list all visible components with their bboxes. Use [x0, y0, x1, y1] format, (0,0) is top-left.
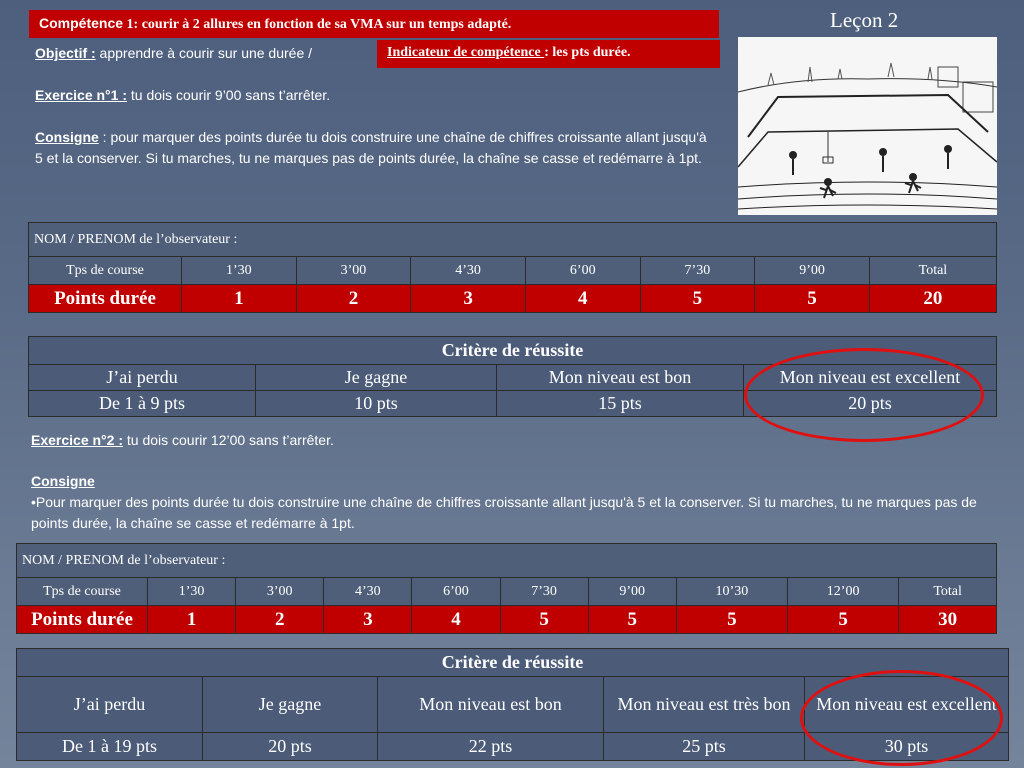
time-cell: 10’30 [676, 578, 787, 606]
criteria-score: 20 pts [744, 391, 997, 417]
points-label-2: Points durée [17, 606, 148, 634]
observation-table-2 [16, 543, 997, 634]
criteria-score: 30 pts [805, 733, 1009, 761]
time-cell: 6’00 [525, 257, 640, 285]
criteria-title-1: Critère de réussite [29, 337, 997, 365]
exercise-1-label: Exercice n°1 : [35, 87, 127, 103]
objective-text: apprendre à courir sur une durée / [95, 45, 313, 61]
points-cell: 4 [525, 285, 640, 313]
points-cell: 3 [411, 285, 526, 313]
track-illustration [738, 37, 997, 215]
time-cell: 12’00 [788, 578, 899, 606]
objective-line [35, 45, 312, 61]
time-cell: 3’00 [296, 257, 411, 285]
exercise-1-text: tu dois courir 9’00 sans t’arrêter. [126, 87, 331, 103]
points-cell: 1 [182, 285, 297, 313]
time-cell: 3’00 [236, 578, 324, 606]
indicator-text: : les pts durée. [544, 45, 631, 60]
time-cell: 1’30 [182, 257, 297, 285]
criteria-level: Mon niveau est bon [378, 677, 604, 733]
time-cell: Total [869, 257, 996, 285]
criteria-score: 25 pts [604, 733, 805, 761]
points-cell: 2 [236, 606, 324, 634]
points-cell: 5 [640, 285, 755, 313]
criteria-score: 22 pts [378, 733, 604, 761]
criteria-level: Je gagne [203, 677, 378, 733]
criteria-level: J’ai perdu [17, 677, 203, 733]
criteria-score: De 1 à 19 pts [17, 733, 203, 761]
criteria-score: De 1 à 9 pts [29, 391, 256, 417]
consigne-1-text: : pour marquer des points durée tu dois construire une chaîne de chiffres croissante allant jusqu'à 5 et la conserver. Si tu marches, tu ne marques pas de points durée, la chaîne se casse et redémarre à 1pt. [35, 129, 707, 166]
points-cell: 5 [788, 606, 899, 634]
criteria-title-2: Critère de réussite [17, 649, 1009, 677]
exercise-1 [35, 87, 330, 103]
consigne-2-text: •Pour marquer des points durée tu dois construire une chaîne de chiffres croissante allant jusqu'à 5 et la conserver. Si tu marches, tu ne marques pas de points durée, la chaîne se casse et redémarre à 1pt. [31, 494, 977, 531]
points-label-1: Points durée [29, 285, 182, 313]
observer-cell-1[interactable]: NOM / PRENOM de l’observateur : [29, 223, 997, 257]
criteria-level: Je gagne [256, 365, 497, 391]
points-cell: 3 [324, 606, 412, 634]
indicator-label: Indicateur de compétence [387, 45, 545, 60]
indicator-banner [377, 40, 720, 68]
consigne-1 [35, 127, 715, 169]
time-label-1: Tps de course [29, 257, 182, 285]
criteria-level: Mon niveau est excellent [744, 365, 997, 391]
time-cell: 6’00 [412, 578, 500, 606]
criteria-score: 20 pts [203, 733, 378, 761]
time-cell: 4’30 [411, 257, 526, 285]
consigne-2-label: Consigne [31, 473, 95, 489]
highlight-circle-1 [744, 348, 984, 442]
time-cell: 9’00 [588, 578, 676, 606]
criteria-level: J’ai perdu [29, 365, 256, 391]
time-label-2: Tps de course [17, 578, 148, 606]
observer-cell-2[interactable]: NOM / PRENOM de l’observateur : [17, 544, 997, 578]
points-cell: 2 [296, 285, 411, 313]
time-cell: 4’30 [324, 578, 412, 606]
time-cell: 7’30 [640, 257, 755, 285]
points-cell: 5 [676, 606, 787, 634]
points-cell: 1 [148, 606, 236, 634]
time-cell: 1’30 [148, 578, 236, 606]
observation-table-1 [28, 222, 997, 313]
lesson-title: Leçon 2 [830, 8, 899, 32]
consigne-1-label: Consigne [35, 129, 99, 145]
points-cell: 5 [755, 285, 870, 313]
competence-banner [29, 10, 719, 38]
criteria-score: 15 pts [497, 391, 744, 417]
points-cell: 5 [500, 606, 588, 634]
exercise-2-label: Exercice n°2 : [31, 432, 123, 448]
running-track-drawing-icon [738, 37, 997, 215]
points-cell: 4 [412, 606, 500, 634]
highlight-circle-2 [800, 670, 1003, 766]
time-cell: 9’00 [755, 257, 870, 285]
points-cell: 30 [899, 606, 997, 634]
criteria-score: 10 pts [256, 391, 497, 417]
exercise-2-text: tu dois courir 12’00 sans t’arrêter. [122, 432, 334, 448]
points-cell: 20 [869, 285, 996, 313]
criteria-level: Mon niveau est bon [497, 365, 744, 391]
time-cell: Total [899, 578, 997, 606]
points-cell: 5 [588, 606, 676, 634]
criteria-level: Mon niveau est très bon [604, 677, 805, 733]
criteria-level: Mon niveau est excellent [805, 677, 1009, 733]
competence-text: 1: courir à 2 allures en fonction de sa VMA sur un temps adapté. [123, 17, 512, 32]
exercise-2 [31, 432, 334, 448]
competence-label: Compétence [39, 15, 124, 31]
time-cell: 7’30 [500, 578, 588, 606]
objective-label: Objectif : [35, 45, 96, 61]
